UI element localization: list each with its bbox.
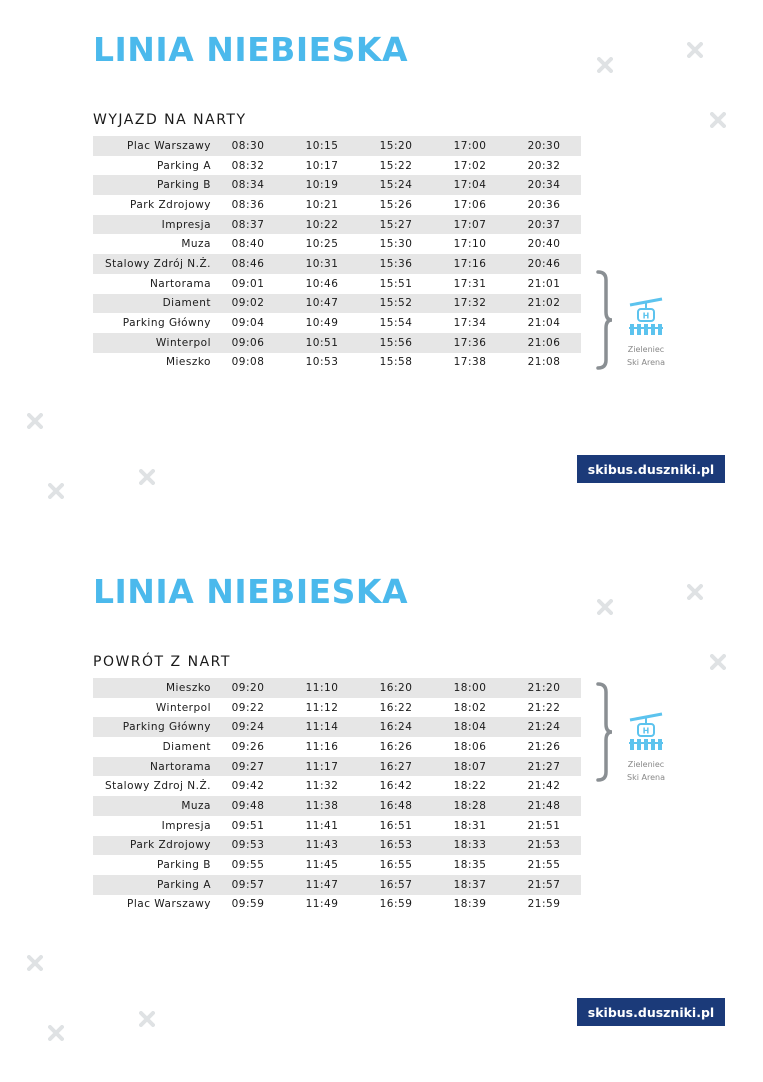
departure-time: 09:26 [231,740,265,753]
table-row [93,195,581,215]
table-row [93,136,581,156]
stop-name: Parking B [157,859,211,872]
timetable [93,678,581,914]
stop-name: Diament [93,294,211,314]
stop-name: Nartorama [93,757,211,777]
departure-time: 11:49 [305,898,339,911]
table-row [93,294,581,314]
departure-time: 09:27 [211,757,285,777]
stop-name: Plac Warszawy [93,136,211,156]
departure-time: 09:53 [211,836,285,856]
stop-name: Parking Główny [93,717,211,737]
stop-name: Diament [162,740,211,753]
table-row [93,776,581,796]
departure-time: 17:06 [453,198,487,211]
departure-time: 10:49 [305,317,339,330]
departure-time: 18:00 [433,678,507,698]
departure-time: 11:32 [305,780,339,793]
departure-time: 10:17 [305,159,339,172]
departure-time: 08:32 [231,159,265,172]
departure-time: 08:46 [211,254,285,274]
x-decoration-icon [687,584,703,600]
svg-text:H: H [642,311,650,321]
departure-time: 15:24 [359,175,433,195]
departure-time: 18:31 [453,819,487,832]
departure-time: 09:08 [231,356,265,369]
departure-time: 11:47 [285,875,359,895]
departure-time: 08:37 [211,215,285,235]
departure-time: 15:52 [359,294,433,314]
departure-time: 16:27 [359,757,433,777]
departure-time: 18:07 [433,757,507,777]
table-row [93,175,581,195]
departure-time: 16:26 [379,740,413,753]
departure-time: 11:45 [305,859,339,872]
departure-time: 15:58 [379,356,413,369]
stop-name: Parking A [93,875,211,895]
departure-time: 17:04 [433,175,507,195]
section-subtitle: WYJAZD NA NARTY [93,112,247,128]
table-row [93,698,581,718]
table-row [93,156,581,176]
departure-time: 17:36 [433,333,507,353]
departure-time: 15:36 [359,254,433,274]
section-subtitle: POWRÓT Z NART [93,654,231,670]
departure-time: 17:31 [453,277,487,290]
table-row [93,855,581,875]
stop-name: Parking B [93,175,211,195]
departure-time: 16:20 [359,678,433,698]
departure-time: 09:20 [211,678,285,698]
stop-name: Winterpol [93,333,211,353]
departure-time: 20:36 [527,198,561,211]
ski-arena-icon [626,712,666,752]
departure-time: 10:51 [285,333,359,353]
table-row [93,274,581,294]
departure-time: 18:22 [453,780,487,793]
departure-time: 10:47 [285,294,359,314]
departure-time: 11:17 [285,757,359,777]
departure-time: 17:32 [433,294,507,314]
departure-time: 08:34 [211,175,285,195]
departure-time: 11:38 [285,796,359,816]
departure-time: 18:39 [453,898,487,911]
departure-time: 17:10 [453,238,487,251]
x-decoration-icon [27,413,43,429]
x-decoration-icon [139,469,155,485]
departure-time: 15:27 [359,215,433,235]
departure-time: 20:37 [507,215,581,235]
departure-time: 20:32 [527,159,561,172]
table-row [93,717,581,737]
table-row [93,678,581,698]
website-link[interactable]: skibus.duszniki.pl [577,455,725,483]
departure-time: 15:22 [379,159,413,172]
departure-time: 18:02 [453,701,487,714]
departure-time: 21:08 [527,356,561,369]
departure-time: 09:51 [231,819,265,832]
return-section [0,542,763,1082]
zone-name: Zieleniec [627,760,665,769]
svg-text:H: H [642,726,650,736]
departure-time: 10:21 [305,198,339,211]
departure-time: 09:59 [231,898,265,911]
departure-time: 09:24 [211,717,285,737]
departure-time: 10:22 [285,215,359,235]
departure-time: 21:26 [527,740,561,753]
departure-time: 16:55 [379,859,413,872]
stop-name: Stalowy Zdroj N.Ż. [104,780,211,793]
departure-time: 11:12 [305,701,339,714]
page-title: LINIA NIEBIESKA [93,572,409,611]
departure-time: 17:02 [453,159,487,172]
departure-time: 10:19 [285,175,359,195]
table-row [93,353,581,373]
stop-name: Mieszko [165,356,211,369]
departure-time: 15:51 [379,277,413,290]
departure-time: 10:15 [285,136,359,156]
departure-time: 16:22 [379,701,413,714]
zone-name: Zieleniec [627,345,665,354]
x-decoration-icon [710,112,726,128]
departure-time: 21:20 [507,678,581,698]
departure-time: 11:16 [305,740,339,753]
departure-time: 10:25 [305,238,339,251]
departure-time: 15:56 [359,333,433,353]
website-link[interactable]: skibus.duszniki.pl [577,998,725,1026]
departure-time: 11:43 [285,836,359,856]
table-row [93,737,581,757]
x-decoration-icon [597,599,613,615]
departure-time: 21:59 [527,898,561,911]
stop-name: Muza [181,238,211,251]
table-row [93,796,581,816]
departure-time: 17:38 [453,356,487,369]
departure-time: 17:34 [453,317,487,330]
stop-name: Parking A [157,159,211,172]
departure-time: 18:33 [433,836,507,856]
page-title: LINIA NIEBIESKA [93,30,409,69]
departure-time: 15:54 [379,317,413,330]
departure-time: 18:28 [433,796,507,816]
departure-time: 18:06 [453,740,487,753]
stop-name: Parking Główny [122,317,211,330]
departure-time: 17:16 [433,254,507,274]
departure-time: 21:06 [507,333,581,353]
departure-time: 09:42 [231,780,265,793]
departure-time: 21:01 [527,277,561,290]
departure-time: 21:27 [507,757,581,777]
departure-time: 21:48 [507,796,581,816]
departure-time: 09:48 [211,796,285,816]
departure-time: 10:46 [305,277,339,290]
departure-time: 15:26 [379,198,413,211]
departure-time: 08:40 [231,238,265,251]
stop-name: Mieszko [93,678,211,698]
departure-time: 17:07 [433,215,507,235]
departure-time: 09:22 [231,701,265,714]
departure-time: 21:53 [507,836,581,856]
departure-time: 21:04 [527,317,561,330]
departure-time: 21:24 [507,717,581,737]
x-decoration-icon [48,1025,64,1041]
departure-time: 20:46 [507,254,581,274]
table-row [93,836,581,856]
departure-time: 11:10 [285,678,359,698]
table-row [93,895,581,915]
stop-name: Stalowy Zdrój N.Ż. [93,254,211,274]
departure-time: 09:01 [231,277,265,290]
departure-time: 09:02 [211,294,285,314]
departure-time: 16:24 [359,717,433,737]
departure-time: 09:57 [211,875,285,895]
table-row [93,757,581,777]
zone-label [620,297,672,369]
departure-time: 21:42 [527,780,561,793]
table-row [93,875,581,895]
stop-name: Winterpol [155,701,211,714]
x-decoration-icon [710,654,726,670]
x-decoration-icon [27,955,43,971]
departure-time: 16:48 [359,796,433,816]
stop-name: Park Zdrojowy [93,836,211,856]
departure-time: 10:53 [305,356,339,369]
departure-time: 21:22 [527,701,561,714]
stop-name: Plac Warszawy [127,898,211,911]
departure-time: 21:57 [507,875,581,895]
outbound-section [0,0,763,540]
timetable [93,136,581,372]
departure-time: 21:51 [527,819,561,832]
x-decoration-icon [139,1011,155,1027]
departure-time: 11:41 [305,819,339,832]
departure-time: 16:59 [379,898,413,911]
departure-time: 21:02 [507,294,581,314]
departure-time: 09:55 [231,859,265,872]
x-decoration-icon [597,57,613,73]
departure-time: 17:00 [433,136,507,156]
x-decoration-icon [687,42,703,58]
table-row [93,254,581,274]
x-decoration-icon [48,483,64,499]
zone-subname: Ski Arena [627,358,665,367]
departure-time: 11:14 [285,717,359,737]
departure-time: 18:35 [453,859,487,872]
departure-time: 16:42 [379,780,413,793]
table-row [93,816,581,836]
departure-time: 16:51 [379,819,413,832]
zone-bracket [594,270,614,374]
table-row [93,333,581,353]
stop-name: Impresja [93,215,211,235]
departure-time: 20:34 [507,175,581,195]
departure-time: 20:40 [527,238,561,251]
stop-name: Park Zdrojowy [129,198,211,211]
stop-name: Impresja [161,819,211,832]
ski-arena-icon [626,297,666,337]
table-row [93,234,581,254]
table-row [93,215,581,235]
stop-name: Muza [93,796,211,816]
departure-time: 10:31 [285,254,359,274]
departure-time: 08:36 [231,198,265,211]
zone-subname: Ski Arena [627,773,665,782]
departure-time: 16:53 [359,836,433,856]
departure-time: 09:06 [211,333,285,353]
departure-time: 21:55 [527,859,561,872]
departure-time: 15:20 [359,136,433,156]
departure-time: 16:57 [359,875,433,895]
departure-time: 09:04 [231,317,265,330]
zone-bracket [594,682,614,786]
departure-time: 18:37 [433,875,507,895]
stop-name: Nartorama [149,277,211,290]
table-row [93,313,581,333]
departure-time: 20:30 [507,136,581,156]
departure-time: 15:30 [379,238,413,251]
departure-time: 18:04 [433,717,507,737]
departure-time: 08:30 [211,136,285,156]
zone-label [620,712,672,784]
